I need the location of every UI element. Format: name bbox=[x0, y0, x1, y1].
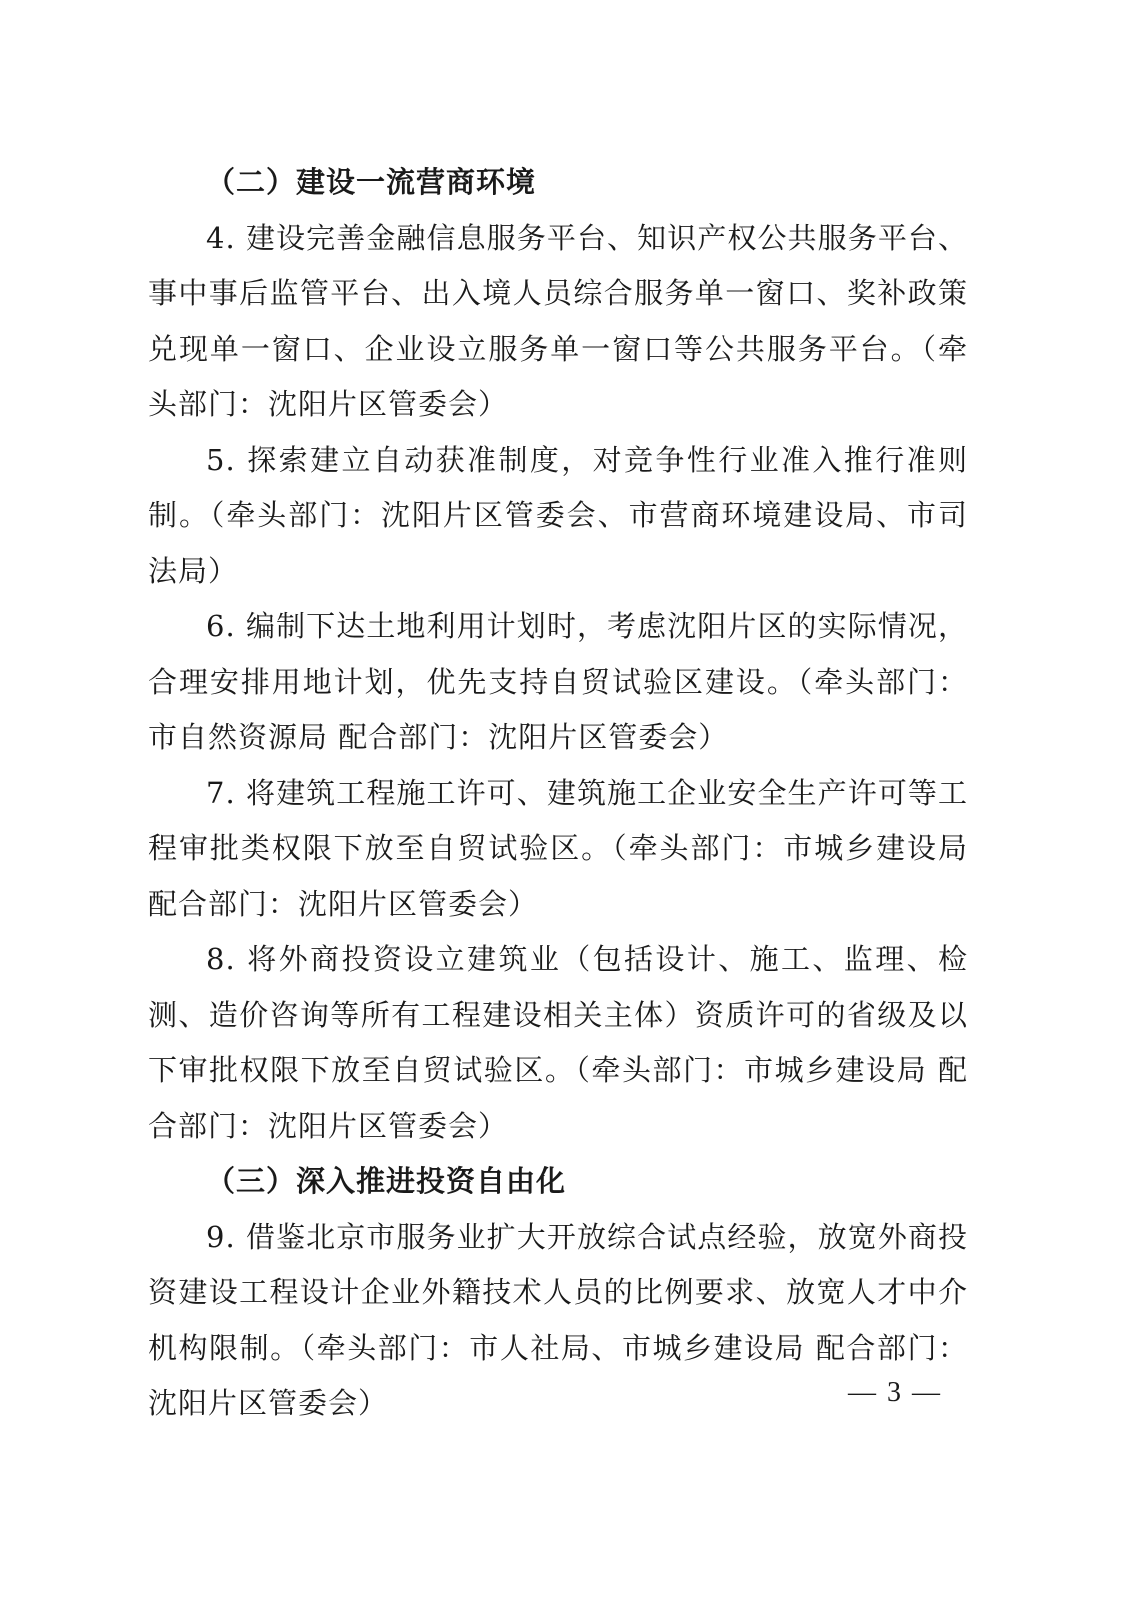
list-item-7: 7. 将建筑工程施工许可、建筑施工企业安全生产许可等工程审批类权限下放至自贸试验区。（牵头部门：市城乡建设局 配合部门：沈阳片区管委会） bbox=[148, 775, 968, 921]
list-item-5: 5. 探索建立自动获准制度，对竞争性行业准入推行准则制。（牵头部门：沈阳片区管委会、市营商环境建设局、市司法局） bbox=[148, 442, 968, 588]
section-heading-3: （三）深入推进投资自由化 bbox=[206, 1164, 567, 1198]
list-item-4: 4. 建设完善金融信息服务平台、知识产权公共服务平台、事中事后监管平台、出入境人员综合服务单一窗口、奖补政策兑现单一窗口、企业设立服务单一窗口等公共服务平台。（牵头部门：沈阳片区管委会） bbox=[148, 220, 968, 421]
document-body bbox=[148, 155, 968, 1432]
page-number: — 3 — bbox=[848, 1377, 942, 1408]
list-item-9: 9. 借鉴北京市服务业扩大开放综合试点经验，放宽外商投资建设工程设计企业外籍技术人员的比例要求、放宽人才中介机构限制。（牵头部门：市人社局、市城乡建设局 配合部门：沈阳片区管委会） bbox=[148, 1219, 968, 1420]
section-heading-2: （二）建设一流营商环境 bbox=[206, 165, 537, 199]
list-item-6: 6. 编制下达土地利用计划时，考虑沈阳片区的实际情况，合理安排用地计划，优先支持自贸试验区建设。（牵头部门：市自然资源局 配合部门：沈阳片区管委会） bbox=[148, 609, 968, 754]
list-item-8: 8. 将外商投资设立建筑业（包括设计、施工、监理、检测、造价咨询等所有工程建设相关主体）资质许可的省级及以下审批权限下放至自贸试验区。（牵头部门：市城乡建设局 配合部门：沈阳片区管委会） bbox=[148, 942, 968, 1143]
